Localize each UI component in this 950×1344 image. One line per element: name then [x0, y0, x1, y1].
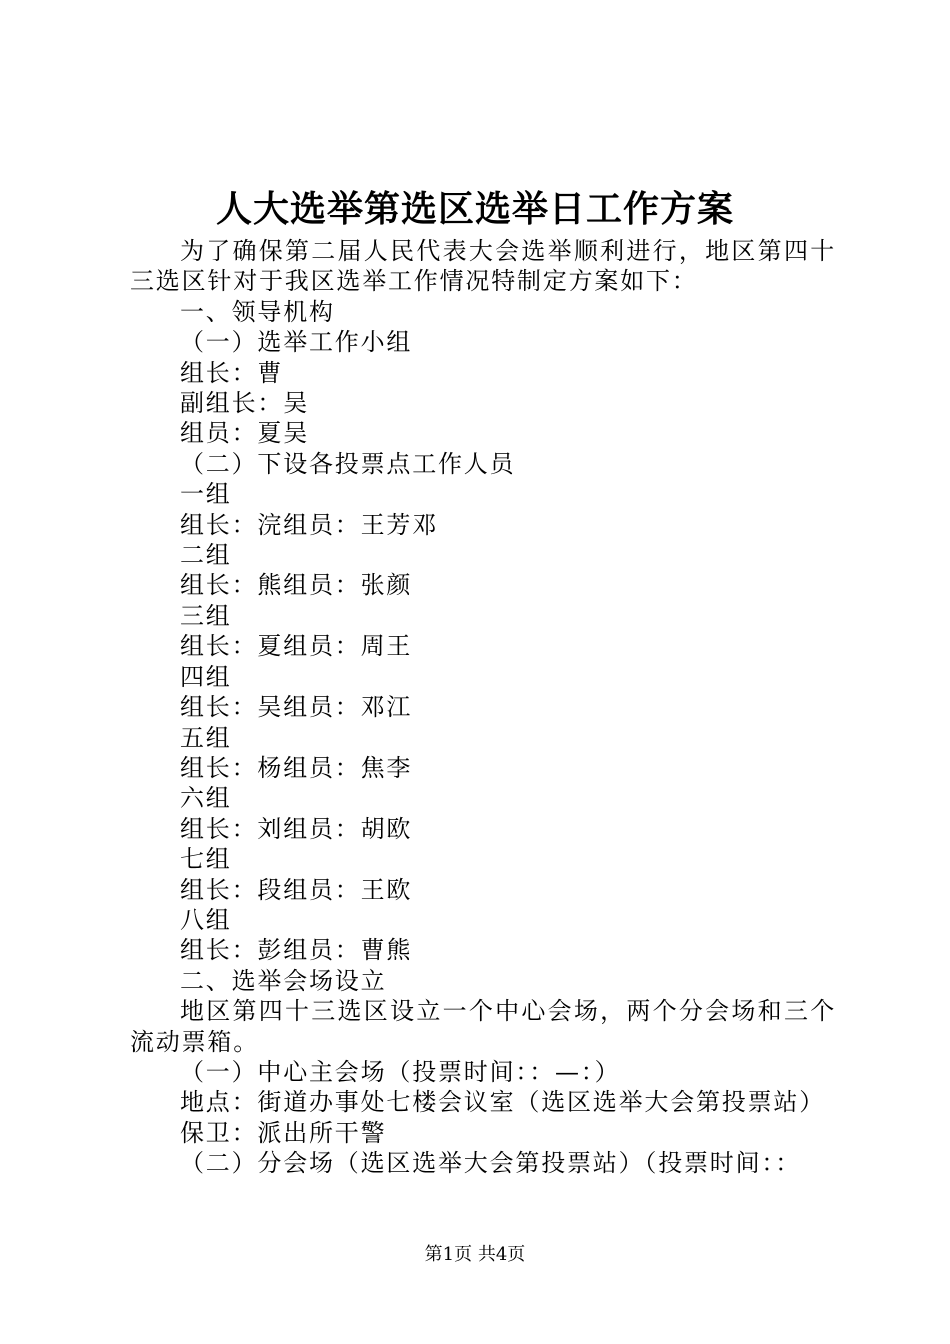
venue-paragraph: 地区第四十三选区设立一个中心会场，两个分会场和三个流动票箱。: [130, 997, 836, 1056]
leadership-section: [130, 297, 836, 996]
intro-paragraph: 为了确保第二届人民代表大会选举顺利进行，地区第四十三选区针对于我区选举工作情况特制定方案如下：: [130, 237, 836, 296]
document-line: 一组: [180, 480, 232, 509]
document-line: 三组: [180, 601, 232, 630]
document-line: （二）下设各投票点工作人员: [180, 449, 516, 478]
document-line: 组长：刘组员：胡欧: [180, 814, 413, 843]
document-line: 四组: [180, 662, 232, 691]
document-line: 副组长：吴: [180, 389, 309, 418]
document-line: 组员：夏吴: [180, 419, 309, 448]
document-line: 一、领导机构: [180, 297, 335, 326]
document-line: 组长：浣组员：王芳邓: [180, 510, 438, 539]
venue-section: [130, 1057, 836, 1179]
document-line: （一）中心主会场（投票时间：：—：）: [180, 1057, 621, 1086]
document-line: （一）选举工作小组: [180, 328, 413, 357]
document-line: 六组: [180, 784, 232, 813]
document-line: 五组: [180, 723, 232, 752]
document-line: 保卫：派出所干警: [180, 1118, 387, 1147]
document-body: [130, 236, 836, 1179]
document-line: 七组: [180, 845, 232, 874]
document-line: 组长：曹: [180, 358, 284, 387]
document-line: （二）分会场（选区选举大会第投票站）（投票时间：：: [180, 1149, 801, 1178]
document-line: 八组: [180, 905, 232, 934]
document-line: 组长：熊组员：张颜: [180, 571, 413, 600]
document-line: 组长：彭组员：曹熊: [180, 936, 413, 965]
document-title: 人大选举第选区选举日工作方案: [215, 188, 734, 230]
document-line: 组长：夏组员：周王: [180, 632, 413, 661]
document-line: 组长：段组员：王欧: [180, 875, 413, 904]
document-line: 二组: [180, 541, 232, 570]
document-line: 组长：吴组员：邓江: [180, 693, 413, 722]
document-line: 组长：杨组员：焦李: [180, 753, 413, 782]
document-line: 二、选举会场设立: [180, 966, 387, 995]
page-footer: 第1页 共4页: [424, 1244, 526, 1265]
document-line: 地点：街道办事处七楼会议室（选区选举大会第投票站）: [180, 1088, 825, 1117]
